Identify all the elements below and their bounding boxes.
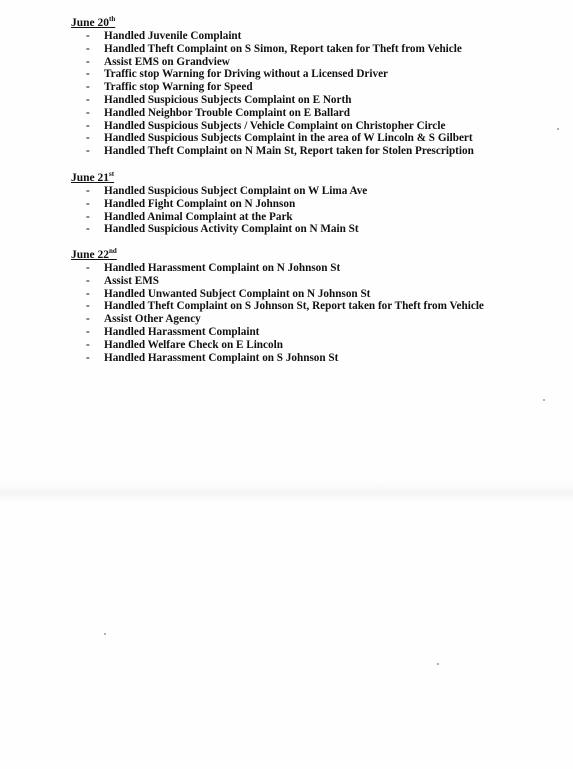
bullet-dash: -: [86, 210, 90, 223]
scan-speck: [437, 663, 439, 665]
incident-list: [71, 185, 551, 236]
bullet-dash: -: [86, 287, 90, 300]
bullet-dash: -: [86, 81, 90, 94]
incident-item: [71, 145, 551, 158]
bullet-dash: -: [86, 313, 90, 326]
incident-text: Handled Neighbor Trouble Complaint on E Ballard: [104, 106, 350, 119]
bullet-dash: -: [86, 132, 90, 145]
incident-item: [71, 94, 551, 107]
bullet-dash: -: [86, 106, 90, 119]
incident-item: [71, 185, 551, 198]
bullet-dash: -: [86, 300, 90, 313]
day-section-june-20: [71, 17, 551, 158]
bullet-dash: -: [86, 262, 90, 274]
incident-text: Handled Suspicious Subject Complaint on W Lima Ave: [104, 185, 368, 197]
incident-item: [71, 288, 551, 301]
incident-item: [71, 326, 551, 339]
bullet-dash: -: [86, 30, 90, 42]
day-heading: [71, 249, 551, 262]
incident-text: Handled Theft Complaint on S Johnson St, Report taken for Theft from Vehicle: [104, 300, 484, 313]
incident-item: [71, 262, 551, 275]
bullet-dash: -: [86, 68, 90, 81]
heading-date: June 21: [71, 172, 110, 184]
incident-text: Handled Harassment Complaint on S Johnson St: [104, 351, 339, 364]
day-section-june-21: [71, 172, 551, 236]
incident-list: [71, 262, 551, 364]
incident-item: [71, 43, 551, 56]
incident-list: [71, 30, 551, 158]
incident-text: Handled Harassment Complaint: [104, 325, 260, 338]
scan-speck: [104, 633, 106, 635]
scan-speck: [543, 399, 545, 401]
bullet-dash: -: [86, 42, 90, 55]
scan-speck: [557, 128, 559, 130]
bullet-dash: -: [86, 223, 90, 236]
incident-item: [71, 300, 551, 313]
incident-item: [71, 68, 551, 81]
incident-item: [71, 223, 551, 236]
bullet-dash: -: [86, 338, 90, 351]
heading-ordinal-suffix: nd: [109, 247, 117, 255]
day-heading: [71, 17, 551, 30]
incident-text: Handled Animal Complaint at the Park: [104, 210, 293, 223]
incident-item: [71, 81, 551, 94]
incident-text: Handled Juvenile Complaint: [104, 30, 242, 42]
incident-text: Handled Fight Complaint on N Johnson: [104, 197, 296, 210]
bullet-dash: -: [86, 351, 90, 364]
incident-text: Handled Suspicious Activity Complaint on N Main St: [104, 223, 359, 236]
incident-item: [71, 339, 551, 352]
heading-ordinal-suffix: th: [109, 15, 116, 23]
incident-item: [71, 211, 551, 224]
heading-date: June 22: [71, 249, 110, 261]
incident-item: [71, 132, 551, 145]
bullet-dash: -: [86, 55, 90, 68]
bullet-dash: -: [86, 185, 90, 197]
bullet-dash: -: [86, 325, 90, 338]
incident-item: [71, 352, 551, 365]
bullet-dash: -: [86, 197, 90, 210]
incident-item: [71, 120, 551, 133]
incident-text: Assist Other Agency: [104, 313, 201, 326]
incident-text: Handled Harassment Complaint on N Johnson St: [104, 262, 341, 274]
incident-text: Handled Suspicious Subjects Complaint in the area of W Lincoln & S Gilbert: [104, 132, 473, 145]
incident-text: Traffic stop Warning for Driving without a Licensed Driver: [104, 68, 389, 81]
incident-text: Handled Theft Complaint on N Main St, Report taken for Stolen Prescription: [104, 145, 474, 158]
incident-item: [71, 198, 551, 211]
incident-text: Handled Suspicious Subjects / Vehicle Complaint on Christopher Circle: [104, 119, 446, 132]
incident-text: Handled Welfare Check on E Lincoln: [104, 338, 283, 351]
bullet-dash: -: [86, 274, 90, 287]
incident-text: Traffic stop Warning for Speed: [104, 81, 253, 94]
incident-text: Handled Theft Complaint on S Simon, Report taken for Theft from Vehicle: [104, 42, 462, 55]
incident-text: Handled Unwanted Subject Complaint on N Johnson St: [104, 287, 371, 300]
bullet-dash: -: [86, 119, 90, 132]
bullet-dash: -: [86, 145, 90, 158]
incident-text: Handled Suspicious Subjects Complaint on E North: [104, 93, 352, 106]
incident-item: [71, 30, 551, 43]
day-section-june-22: [71, 249, 551, 364]
incident-text: Assist EMS on Grandview: [104, 55, 230, 68]
paper-fold-crease: [0, 480, 573, 502]
incident-item: [71, 313, 551, 326]
bullet-dash: -: [86, 93, 90, 106]
day-heading: [71, 172, 551, 185]
incident-item: [71, 275, 551, 288]
heading-date: June 20: [71, 17, 110, 29]
heading-ordinal-suffix: st: [109, 170, 115, 178]
incident-item: [71, 56, 551, 69]
incident-item: [71, 107, 551, 120]
incident-text: Assist EMS: [104, 274, 160, 287]
